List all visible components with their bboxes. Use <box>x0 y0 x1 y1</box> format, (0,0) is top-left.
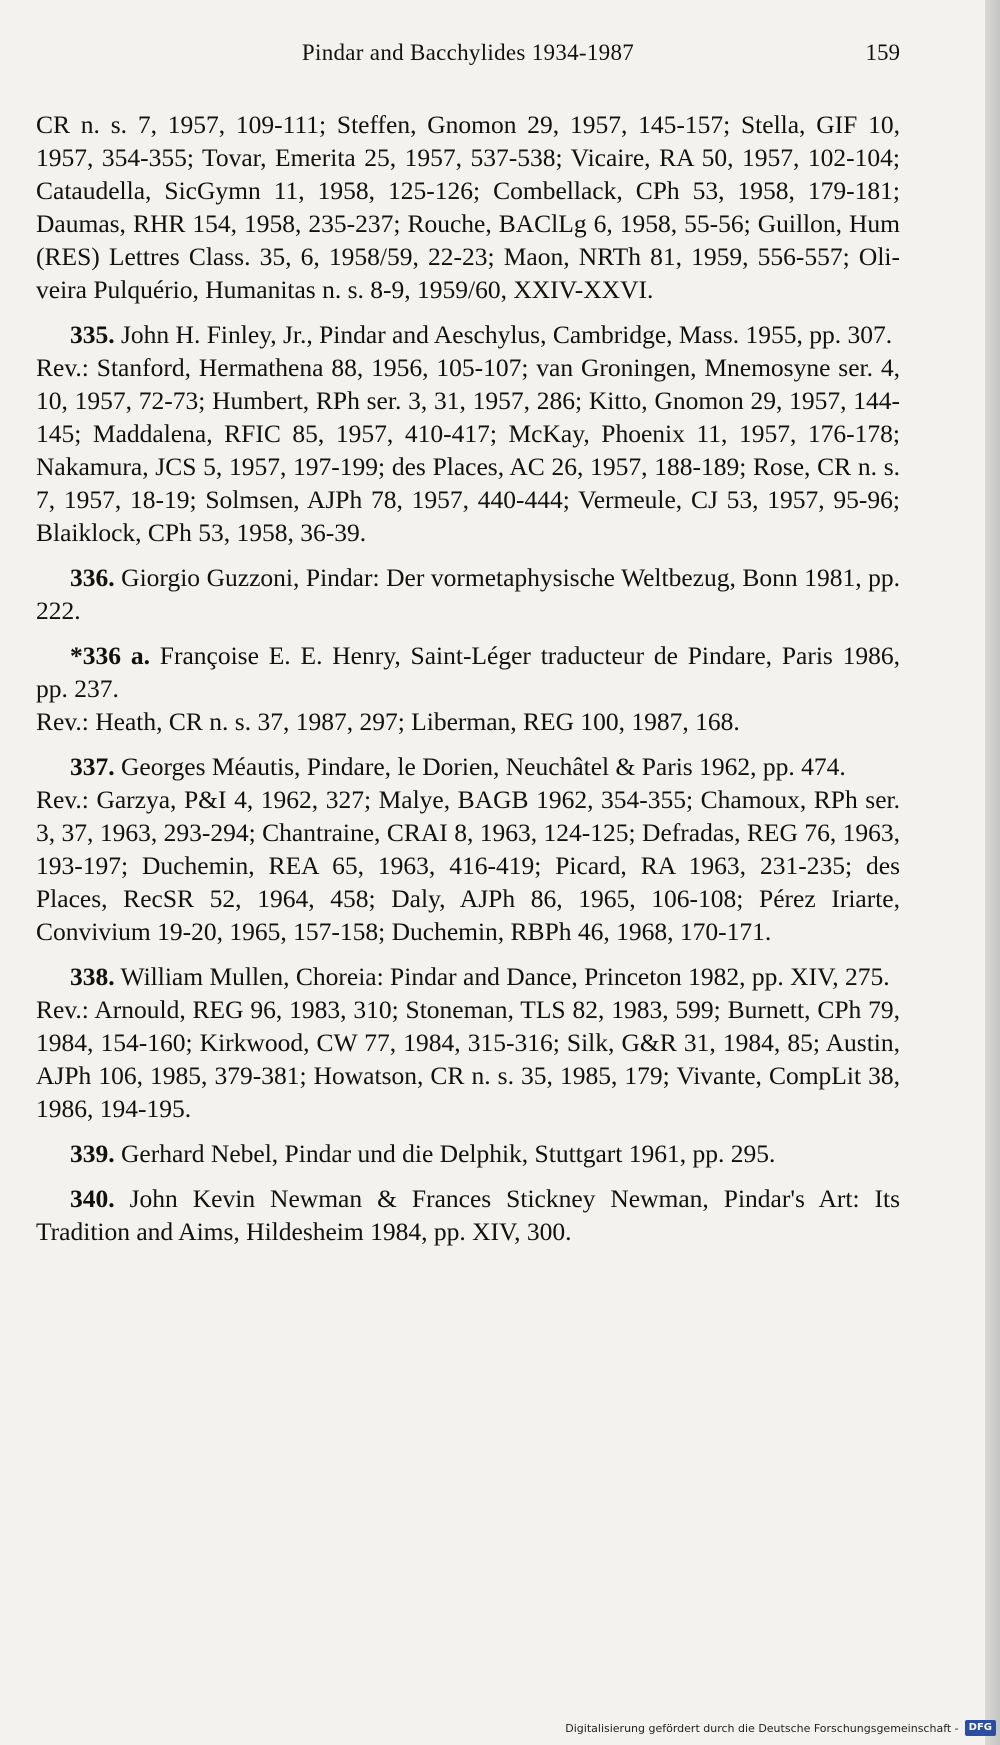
bibliography-body <box>36 108 900 1248</box>
review-text: Rev.: Arnould, REG 96, 1983, 310; Stoneman, TLS 82, 1983, 599; Burnett, CPh 79, 1984, 154-160; Kirkwood, CW 77, 1984, 315-316; Silk, G&R 31, 1984, 85; Austin, AJPh 106, 1985, 379-381; Howatson, CR n. s. 35, 1985, 179; Vivante, CompLit 38, 1986, 194-195. <box>36 995 900 1123</box>
bibliography-entry-336a <box>36 639 900 705</box>
digitization-footer <box>565 1717 996 1739</box>
review-text: Rev.: Garzya, P&I 4, 1962, 327; Malye, BAGB 1962, 354-355; Chamoux, RPh ser. 3, 37, 1963, 293-294; Chantraine, CRAI 8, 1963, 124-125; Defradas, REG 76, 1963, 193-197; Duchemin, REA 65, 1963, 416-419; Picard, RA 1963, 231-235; des Places, RecSR 52, 1964, 458; Daly, AJPh 86, 1965, 106-108; Pérez Iriarte, Convivium 19-20, 1965, 157-158; Duchemin, RBPh 46, 1968, 170-171. <box>36 785 900 946</box>
entry-number: *336 a. <box>70 641 150 670</box>
bibliography-entry-340 <box>36 1182 900 1248</box>
running-title: Pindar and Bacchylides 1934-1987 <box>301 40 635 65</box>
review-paragraph <box>36 993 900 1125</box>
dfg-logo: DFG <box>965 1720 996 1736</box>
bibliography-entry-339 <box>36 1137 900 1170</box>
entry-number: 337. <box>70 752 115 781</box>
review-paragraph <box>36 351 900 549</box>
review-text: Rev.: Stanford, Hermathena 88, 1956, 105-107; van Groningen, Mnemosyne ser. 4, 10, 1957, 72-73; Humbert, RPh ser. 3, 31, 1957, 286; Kitto, Gnomon 29, 1957, 144-145; Maddalena, RFIC 85, 1957, 410-417; McKay, Phoenix 11, 1957, 176-178; Nakamura, JCS 5, 1957, 197-199; des Places, AC 26, 1957, 188-189; Rose, CR n. s. 7, 1957, 18-19; Solmsen, AJPh 78, 1957, 440-444; Vermeule, CJ 53, 1957, 95-96; Blaiklock, CPh 53, 1958, 36-39. <box>36 353 900 547</box>
page-header <box>36 40 900 76</box>
entry-number: 335. <box>70 320 115 349</box>
footer-credit-text: Digitalisierung gefördert durch die Deutsche Forschungsgemeinschaft - <box>565 1721 959 1735</box>
entry-number: 338. <box>70 962 115 991</box>
review-paragraph <box>36 705 900 738</box>
page-gutter <box>985 0 1000 1745</box>
bibliography-entry-337 <box>36 750 900 783</box>
entry-text: Georges Méautis, Pindare, le Dorien, Neuchâtel & Paris 1962, pp. 474. <box>121 752 846 781</box>
bibliography-entry-338 <box>36 960 900 993</box>
entry-text: John Kevin Newman & Frances Stickney Newman, Pindar's Art: Its Tradition and Aims, Hildesheim 1984, pp. XIV, 300. <box>36 1184 901 1246</box>
review-text: Rev.: Heath, CR n. s. 37, 1987, 297; Liberman, REG 100, 1987, 168. <box>36 707 740 736</box>
bibliography-entry-336 <box>36 561 900 627</box>
entry-text: Gerhard Nebel, Pindar und die Delphik, Stuttgart 1961, pp. 295. <box>121 1139 776 1168</box>
entry-number: 336. <box>70 563 115 592</box>
bibliography-entry-335 <box>36 318 900 351</box>
page-number: 159 <box>865 40 900 65</box>
entry-text: Giorgio Guzzoni, Pindar: Der vormetaphysische Weltbezug, Bonn 1981, pp. 222. <box>36 563 900 625</box>
entry-number: 340. <box>70 1184 115 1213</box>
review-paragraph <box>36 108 900 306</box>
entry-text: Françoise E. E. Henry, Saint-Léger traducteur de Pindare, Paris 1986, pp. 237. <box>36 641 901 703</box>
entry-text: John H. Finley, Jr., Pindar and Aeschylus, Cambridge, Mass. 1955, pp. 307. <box>121 320 893 349</box>
entry-text: William Mullen, Choreia: Pindar and Dance, Princeton 1982, pp. XIV, 275. <box>120 962 890 991</box>
review-text: CR n. s. 7, 1957, 109-111; Steffen, Gnomon 29, 1957, 145-157; Stella, GIF 10, 1957, 354-355; Tovar, Emerita 25, 1957, 537-538; Vicaire, RA 50, 1957, 102-104; Cataudella, SicGymn 11, 1958, 125-126; Combellack, CPh 53, 1958, 179-181; Daumas, RHR 154, 1958, 235-237; Rouche, BAClLg 6, 1958, 55-56; Guillon, Hum (RES) Lettres Class. 35, 6, 1958/59, 22-23; Maon, NRTh 81, 1959, 556-557; Oliveira Pulquério, Humanitas n. s. 8-9, 1959/60, XXIV-XXVI. <box>36 110 900 304</box>
entry-number: 339. <box>70 1139 115 1168</box>
review-paragraph <box>36 783 900 948</box>
